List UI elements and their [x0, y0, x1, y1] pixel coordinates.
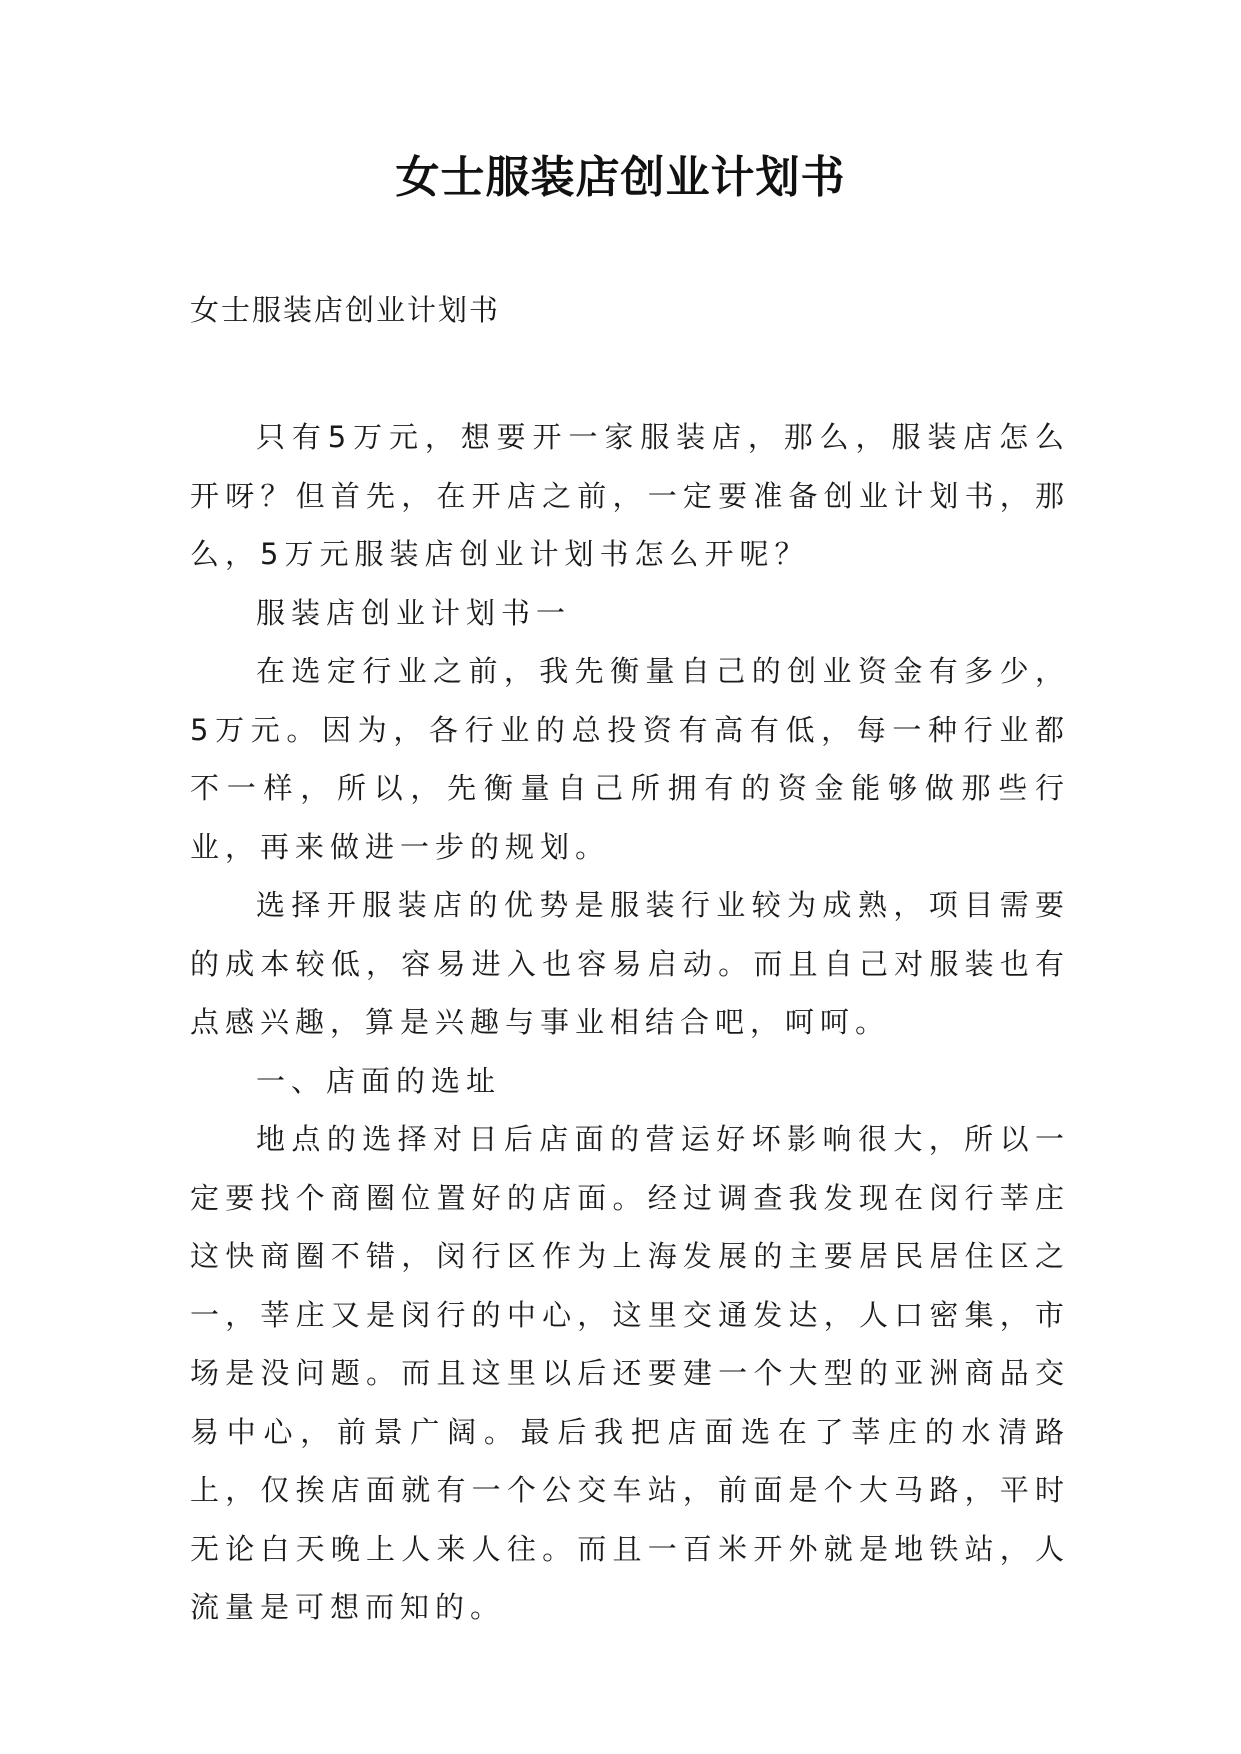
paragraph-location-heading: 一、店面的选址: [256, 1063, 502, 1098]
document-subtitle: 女士服装店创业计划书: [190, 293, 501, 327]
paragraph-funding: 在选定行业之前，我先衡量自己的创业资金有多少，5万元。因为，各行业的总投资有高有低，每一种行业都不一样，所以，先衡量自己所拥有的资金能够做那些行业，再来做进一步的规划。: [190, 654, 1070, 864]
paragraph-location: 地点的选择对日后店面的营运好坏影响很大，所以一定要找个商圈位置好的店面。经过调查我发现在闵行莘庄这快商圈不错，闵行区作为上海发展的主要居民居住区之一，莘庄又是闵行的中心，这里交通发达，人口密集，市场是没问题。而且这里以后还要建一个大型的亚洲商品交易中心，前景广阔。最后我把店面选在了莘庄的水清路上，仅挨店面就有一个公交车站，前面是个大马路，平时无论白天晚上人来人往。而且一百米开外就是地铁站，人流量是可想而知的。: [190, 1122, 1070, 1624]
paragraph-intro: 只有5万元，想要开一家服装店，那么，服装店怎么开呀？但首先，在开店之前，一定要准备创业计划书，那么，5万元服装店创业计划书怎么开呢？: [190, 420, 1070, 571]
paragraph-section-heading: 服装店创业计划书一: [256, 595, 572, 630]
paragraph-advantages: 选择开服装店的优势是服装行业较为成熟，项目需要的成本较低，容易进入也容易启动。而且自己对服装也有点感兴趣，算是兴趣与事业相结合吧，呵呵。: [190, 888, 1070, 1039]
document-title: 女士服装店创业计划书: [395, 152, 846, 203]
document-body: [190, 408, 1070, 1637]
